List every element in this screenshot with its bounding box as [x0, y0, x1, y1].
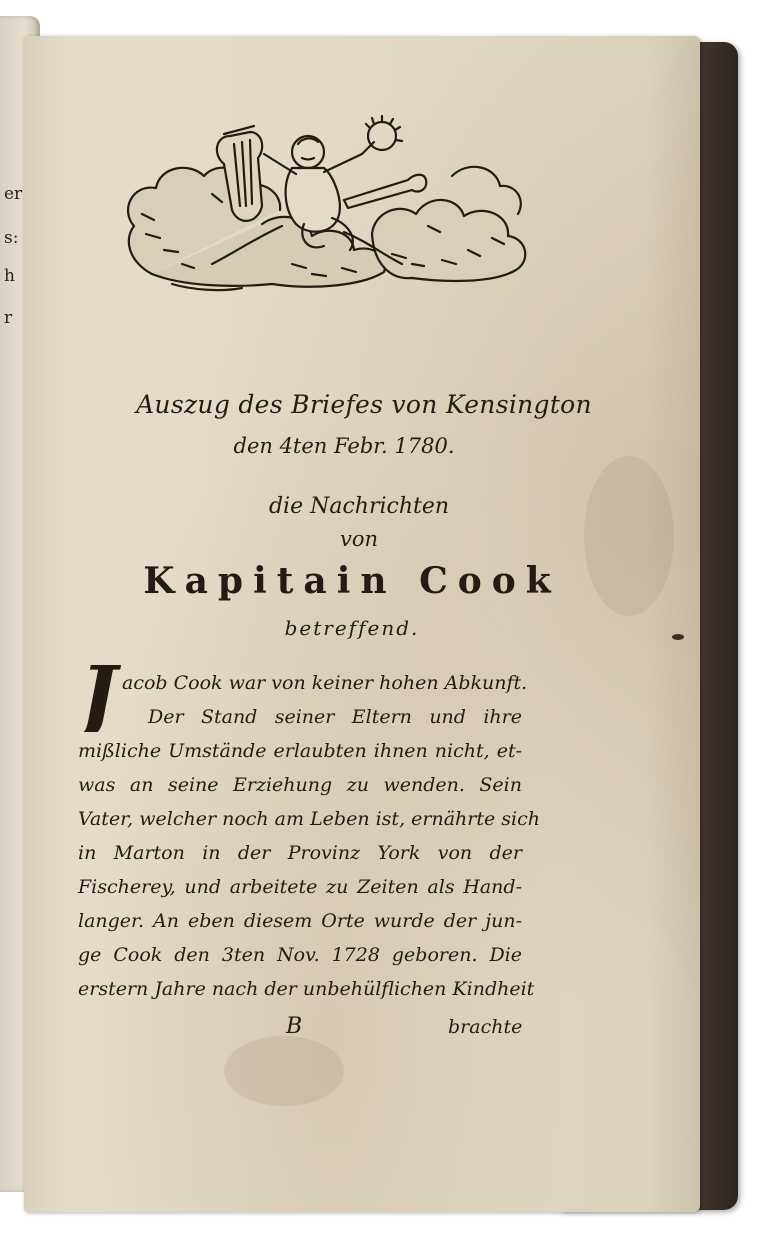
heading-name: Kapitain Cook	[143, 560, 561, 602]
body-line: langer. An eben diesem Orte wurde der jun-	[78, 910, 522, 932]
book-page	[24, 36, 700, 1212]
heading-von: von	[339, 527, 379, 551]
body-line: in Marton in der Provinz York von der	[78, 842, 522, 864]
signature-mark: B	[286, 1014, 303, 1039]
heading-title: Auszug des Briefes von Kensington	[136, 390, 592, 419]
body-line: acob Cook war von keiner hohen Abkunft.	[122, 672, 528, 694]
body-line: was an seine Erziehung zu wenden. Sein	[78, 774, 522, 796]
svg-text:J: J	[80, 652, 117, 732]
heading-subtitle: die Nachrichten	[268, 494, 450, 519]
body-line: ge Cook den 3ten Nov. 1728 geboren. Die	[78, 944, 522, 966]
left-page-fragment: s:	[4, 228, 19, 248]
left-page-fragment: er	[4, 184, 23, 204]
body-line: Vater, welcher noch am Leben ist, ernährte sich	[78, 808, 540, 830]
heading-date: den 4ten Febr. 1780.	[233, 434, 455, 458]
left-page-fragment: h	[4, 266, 15, 286]
body-line: mißliche Umstände erlaubten ihnen nicht, et-	[78, 740, 522, 762]
heading-betreffend: betreffend.	[284, 616, 420, 640]
body-line: Der Stand seiner Eltern und ihre	[148, 706, 522, 728]
body-line: erstern Jahre nach der unbehülflichen Kindheit	[78, 978, 535, 1000]
catchword: brachte	[448, 1016, 523, 1038]
ink-spot	[672, 634, 684, 640]
paper-stain	[224, 1036, 344, 1106]
body-text	[78, 36, 540, 1036]
body-line: Fischerey, und arbeitete zu Zeiten als Hand-	[78, 876, 522, 898]
left-page-fragment: r	[4, 308, 13, 328]
